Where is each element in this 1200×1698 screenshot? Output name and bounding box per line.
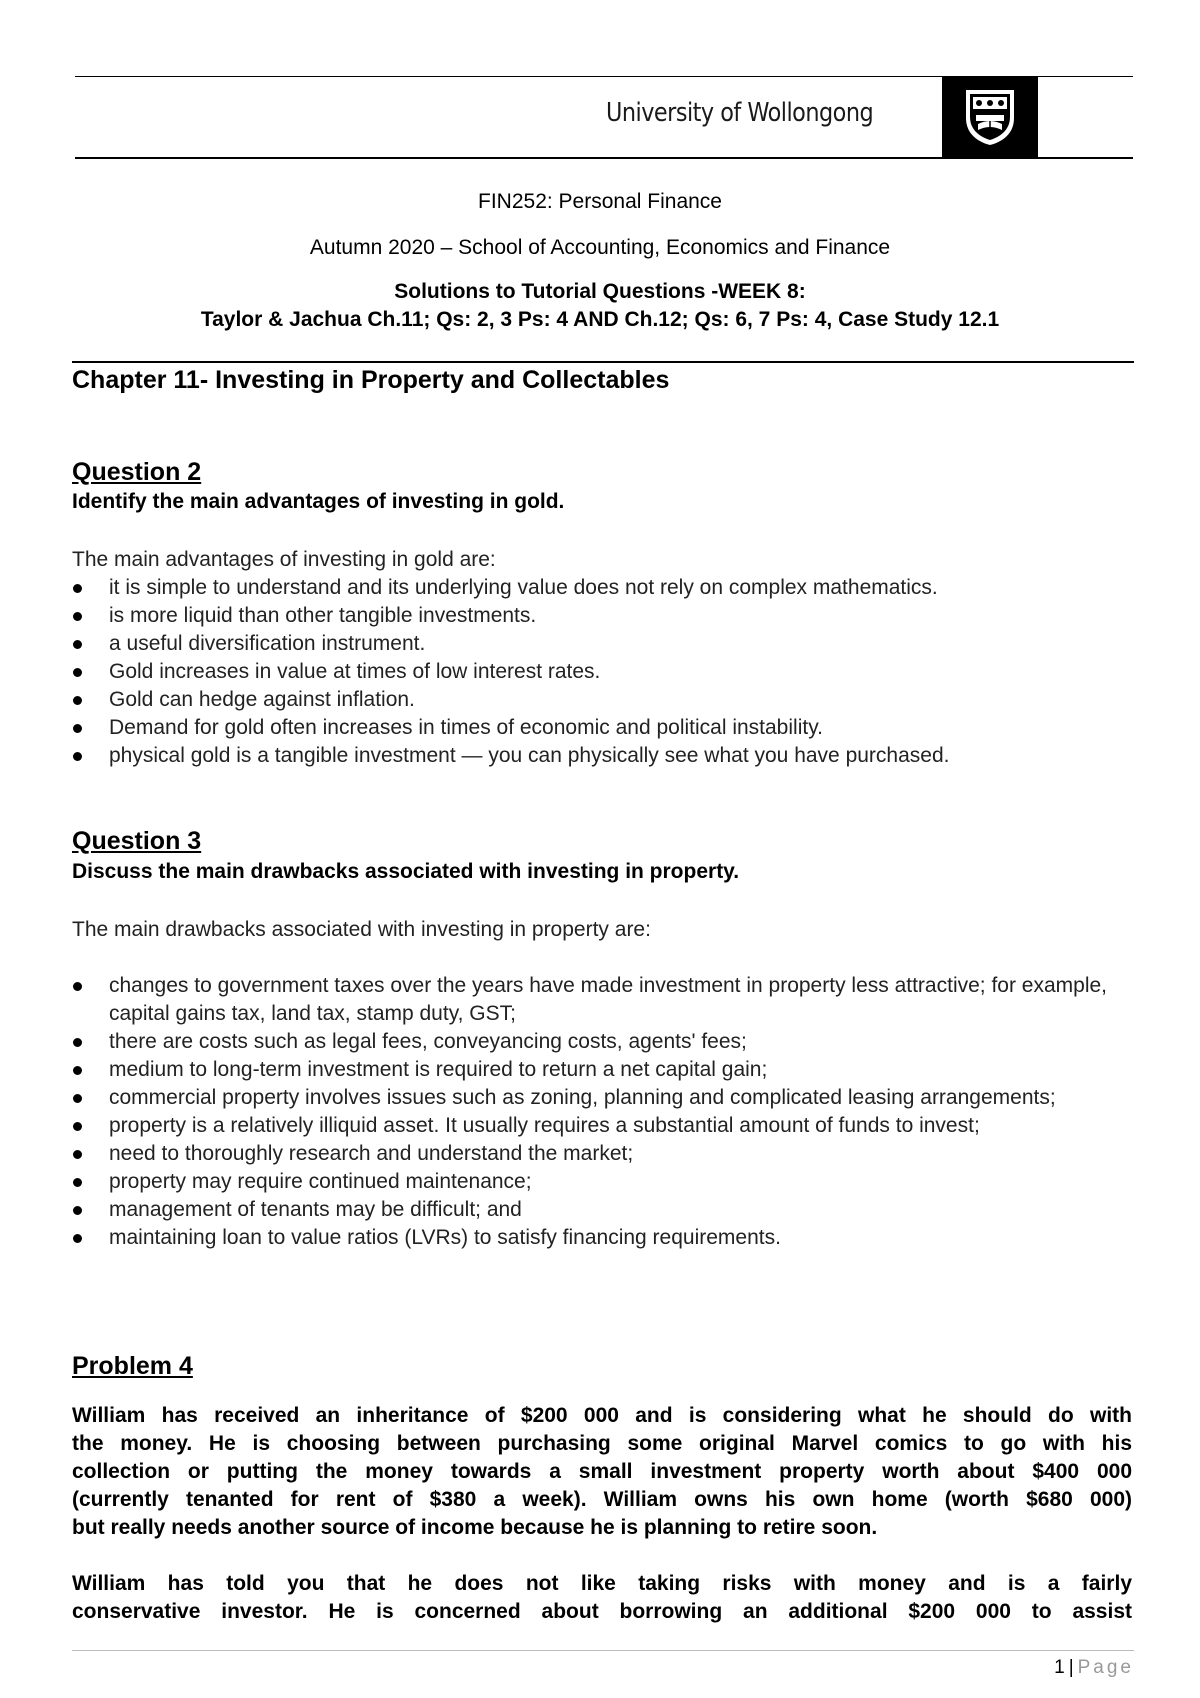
footer-separator: |	[1068, 1657, 1074, 1678]
list-item: there are costs such as legal fees, conveyancing costs, agents' fees;	[72, 1028, 1132, 1056]
header-bottom-rule	[75, 157, 1133, 159]
question-3-list	[72, 972, 1132, 1252]
text-line: (currently tenanted for rent of $380 a week). William owns his own home (worth $680 000)	[72, 1488, 1132, 1511]
bullet-icon	[73, 668, 82, 677]
section-divider	[72, 361, 1134, 363]
page-number: 1	[1054, 1657, 1065, 1678]
question-2-list	[72, 574, 1132, 770]
bullet-icon	[73, 1066, 82, 1075]
problem-4-paragraph-1	[72, 1402, 1132, 1542]
question-3-text: Discuss the main drawbacks associated with investing in property.	[72, 860, 740, 883]
bullet-icon	[73, 982, 82, 991]
question-2-text: Identify the main advantages of investing in gold.	[72, 490, 565, 513]
text-line: conservative investor. He is concerned about borrowing an additional $200 000 to assist	[72, 1600, 1132, 1623]
list-item: changes to government taxes over the years have made investment in property less attractive; for example, capital gains tax, land tax, stamp duty, GST;	[72, 972, 1132, 1028]
bullet-icon	[73, 612, 82, 621]
list-item: Gold increases in value at times of low interest rates.	[72, 658, 1132, 686]
bullet-icon	[73, 752, 82, 761]
university-crest	[942, 76, 1038, 157]
bullet-icon	[73, 640, 82, 649]
course-title: FIN252: Personal Finance	[478, 190, 722, 213]
bullet-icon	[73, 1122, 82, 1131]
list-item: commercial property involves issues such as zoning, planning and complicated leasing arrangements;	[72, 1084, 1132, 1112]
page-footer	[1054, 1657, 1134, 1679]
text-line: the money. He is choosing between purchasing some original Marvel comics to go with his	[72, 1432, 1132, 1455]
list-item: management of tenants may be difficult; and	[72, 1196, 1132, 1224]
list-item: it is simple to understand and its underlying value does not rely on complex mathematics.	[72, 574, 1132, 602]
text-line: William has told you that he does not like taking risks with money and is a fairly	[72, 1572, 1132, 1595]
bullet-icon	[73, 1038, 82, 1047]
list-item: Demand for gold often increases in times of economic and political instability.	[72, 714, 1132, 742]
list-item: need to thoroughly research and understand the market;	[72, 1140, 1132, 1168]
question-2-intro: The main advantages of investing in gold are:	[72, 548, 496, 571]
bullet-icon	[73, 696, 82, 705]
university-name: University of Wollongong	[606, 98, 874, 128]
bullet-icon	[73, 1206, 82, 1215]
list-item: property is a relatively illiquid asset. It usually requires a substantial amount of funds to invest;	[72, 1112, 1132, 1140]
problem-4-heading: Problem 4	[72, 1352, 193, 1380]
solutions-title: Solutions to Tutorial Questions -WEEK 8:	[394, 280, 806, 303]
university-crest-icon	[964, 88, 1016, 146]
problem-4-paragraph-2	[72, 1570, 1132, 1626]
list-item: maintaining loan to value ratios (LVRs) to satisfy financing requirements.	[72, 1224, 1132, 1252]
bullet-icon	[73, 1178, 82, 1187]
text-line: collection or putting the money towards a small investment property worth about $400 000	[72, 1460, 1132, 1483]
bullet-icon	[73, 1150, 82, 1159]
question-3-heading: Question 3	[72, 827, 202, 855]
list-item: physical gold is a tangible investment — you can physically see what you have purchased.	[72, 742, 1132, 770]
list-item: property may require continued maintenance;	[72, 1168, 1132, 1196]
list-item: is more liquid than other tangible investments.	[72, 602, 1132, 630]
text-line: but really needs another source of income because he is planning to retire soon.	[72, 1516, 878, 1539]
chapter-heading: Chapter 11- Investing in Property and Collectables	[72, 366, 670, 394]
bullet-icon	[73, 1234, 82, 1243]
page-label: Page	[1077, 1657, 1134, 1678]
term-title: Autumn 2020 – School of Accounting, Economics and Finance	[309, 236, 891, 259]
question-2-heading: Question 2	[72, 458, 202, 486]
bullet-icon	[73, 584, 82, 593]
bullet-icon	[73, 1094, 82, 1103]
footer-rule	[72, 1650, 1134, 1651]
list-item: medium to long-term investment is required to return a net capital gain;	[72, 1056, 1132, 1084]
list-item: a useful diversification instrument.	[72, 630, 1132, 658]
text-line: William has received an inheritance of $200 000 and is considering what he should do with	[72, 1404, 1132, 1427]
readings-title: Taylor & Jachua Ch.11; Qs: 2, 3 Ps: 4 AND Ch.12; Qs: 6, 7 Ps: 4, Case Study 12.1	[200, 308, 1000, 331]
question-3-intro: The main drawbacks associated with investing in property are:	[72, 918, 651, 941]
list-item: Gold can hedge against inflation.	[72, 686, 1132, 714]
bullet-icon	[73, 724, 82, 733]
